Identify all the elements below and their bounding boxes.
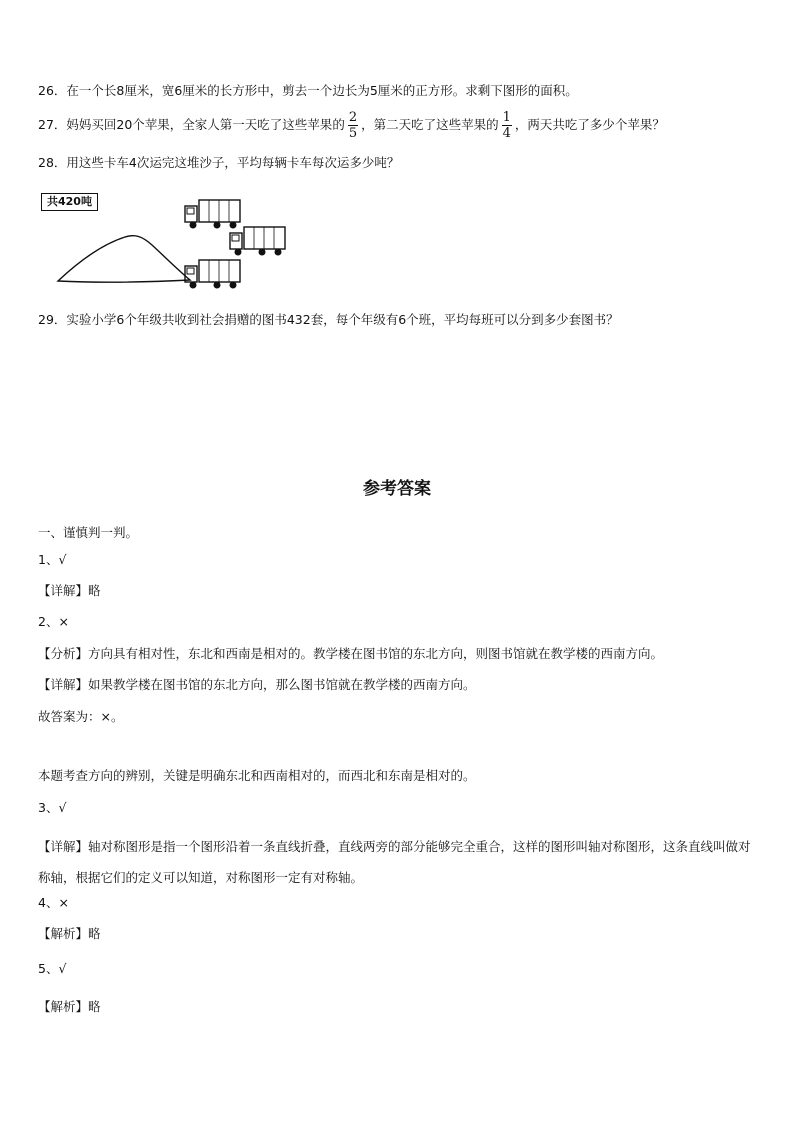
sand-and-trucks-illustration: [40, 190, 310, 300]
answer-2-detail: 【详解】如果教学楼在图书馆的东北方向，那么图书馆就在教学楼的西南方向。: [38, 677, 476, 692]
fraction-denominator: 5: [348, 126, 358, 141]
answer-2-conclusion: 故答案为：×。: [38, 709, 124, 724]
answer-4-detail: 【解析】略: [38, 926, 101, 941]
answer-2-analysis: 【分析】方向具有相对性，东北和西南是相对的。教学楼在图书馆的东北方向，则图书馆就在教学楼的西南方向。: [38, 646, 664, 661]
answer-2-note: 本题考查方向的辨别，关键是明确东北和西南相对的，而西北和东南是相对的。: [38, 768, 476, 783]
answer-5: 5、√: [38, 961, 67, 976]
fraction-numerator: 1: [502, 110, 511, 125]
answer-3-detail: 【详解】轴对称图形是指一个图形沿着一条直线折叠，直线两旁的部分能够完全重合，这样的图形叫轴对称图形，这条直线叫做对称轴，根据它们的定义可以知道，对称图形一定有对称轴。: [38, 839, 751, 885]
q27-text-a: 27．妈妈买回20个苹果，全家人第一天吃了这些苹果的: [38, 117, 345, 132]
answer-2: 2、×: [38, 614, 69, 629]
answer-4: 4、×: [38, 895, 69, 910]
sand-pile-icon: [58, 236, 190, 282]
question-29: 29．实验小学6个年级共收到社会捐赠的图书432套，每个年级有6个班，平均每班可以分到多少套图书？: [38, 312, 619, 327]
q27-text-b: ，第二天吃了这些苹果的: [361, 117, 499, 132]
fraction-denominator: 4: [502, 126, 511, 141]
answers-title: 参考答案: [363, 479, 431, 499]
question-26: 26．在一个长8厘米，宽6厘米的长方形中，剪去一个边长为5厘米的正方形。求剩下图形的面积。: [38, 83, 578, 98]
q27-text-c: ，两天共吃了多少个苹果？: [514, 117, 665, 132]
truck-icon: [230, 227, 285, 256]
answer-1-detail: 【详解】略: [38, 583, 101, 598]
truck-icon: [185, 260, 240, 289]
question-27: [38, 110, 665, 141]
fraction-two-fifths: [348, 110, 358, 141]
sand-total-label: 共420吨: [41, 193, 98, 211]
answer-3: 3、√: [38, 800, 67, 815]
fraction-one-fourth: [502, 110, 512, 141]
question-28: 28．用这些卡车4次运完这堆沙子，平均每辆卡车每次运多少吨？: [38, 155, 400, 170]
section-heading: 一、谨慎判一判。: [38, 525, 139, 540]
answer-1: 1、√: [38, 552, 67, 567]
answer-5-detail: 【解析】略: [38, 999, 101, 1014]
truck-icon: [185, 200, 240, 229]
fraction-numerator: 2: [348, 110, 358, 125]
